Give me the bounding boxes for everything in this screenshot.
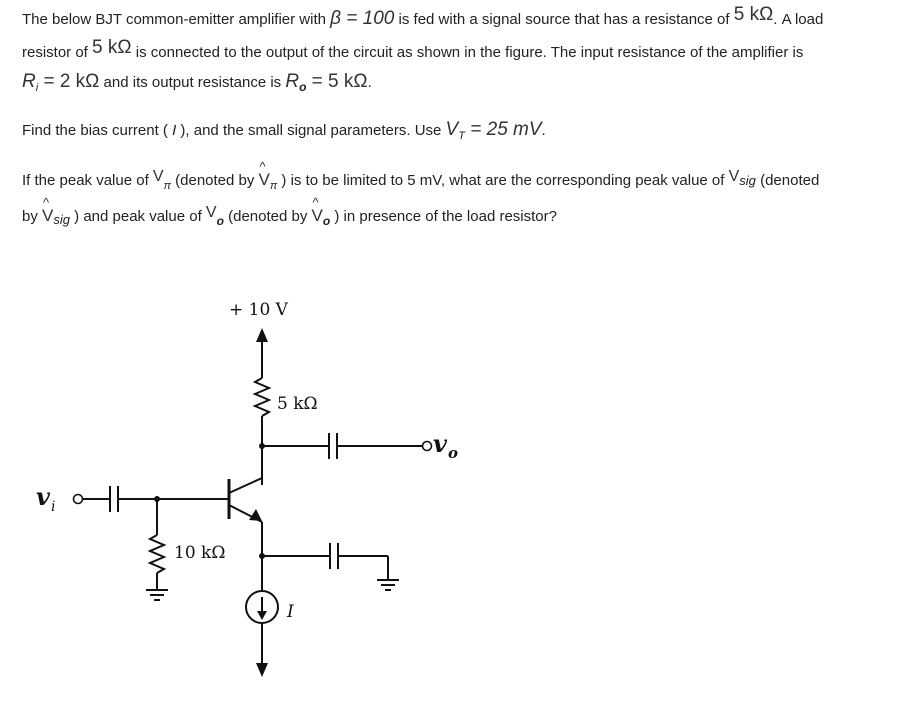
text: Find the bias current ( (22, 122, 173, 139)
current-label: I (287, 602, 294, 622)
input-terminal (74, 495, 83, 504)
transistor-collector (229, 478, 262, 493)
negative-supply-arrow-icon (256, 663, 268, 677)
text: is connected to the output of the circuit as shown in the figure. The input resistance of the amplifier is (131, 44, 804, 61)
vpi-symbol: V (152, 168, 164, 185)
collector-node (259, 443, 265, 449)
vpi-hat-symbol: ^ V (259, 170, 270, 190)
vt-value: = 25 mV (464, 119, 542, 140)
supply-label: + 10 V (229, 300, 288, 320)
text: and its output resistance is (99, 74, 286, 91)
supply-arrow-icon (256, 328, 268, 342)
ri-value: = 2 kΩ (38, 71, 100, 92)
ri-symbol: R (22, 71, 36, 92)
vpi-sub: π (163, 180, 171, 192)
text: ) is to be limited to 5 mV, what are the corresponding peak value of (277, 172, 729, 189)
vsig-hat-symbol: ^ V (42, 206, 53, 226)
rl-value: 5 kΩ (92, 37, 132, 58)
vsig-sub: sig (739, 173, 756, 188)
text: The below BJT common-emitter amplifier with (22, 11, 331, 28)
vo-hat-symbol: ^ V (312, 206, 323, 226)
emitter-node (259, 553, 265, 559)
vo-sub: o (216, 214, 224, 228)
ri-sub: i (35, 82, 39, 94)
current-arrow-icon (257, 611, 267, 620)
text: by (22, 208, 43, 225)
collector-resistor (255, 378, 269, 416)
vpi-hat-sub: π (269, 180, 278, 192)
text: . A load (773, 11, 824, 28)
rc-label: 5 kΩ (277, 394, 318, 414)
ro-sub: o (299, 80, 307, 94)
vt-symbol: V (445, 119, 459, 140)
text: resistor of (22, 44, 93, 61)
rsig-value: 5 kΩ (733, 4, 774, 25)
text: ) in presence of the load resistor? (330, 208, 557, 225)
rb-label: 10 kΩ (174, 543, 226, 563)
text: is fed with a signal source that has a resistance of (394, 11, 734, 28)
ro-value: = 5 kΩ (306, 71, 368, 92)
ro-symbol: R (285, 71, 300, 92)
text: . (541, 122, 546, 139)
vo-hat-sub: o (322, 214, 331, 228)
text: (denoted by (170, 172, 259, 189)
vsig-hat-sub: sig (53, 212, 70, 227)
vo-symbol: V (205, 204, 217, 221)
vo-sub-label: o (448, 444, 459, 462)
vt-sub: T (458, 130, 465, 142)
vsig-symbol: V (728, 168, 740, 185)
vi-sub-label: i (51, 499, 56, 515)
text: (denoted by (223, 208, 312, 225)
emitter-arrow-icon (249, 509, 262, 521)
i-symbol: I (172, 122, 177, 139)
text: ) and peak value of (69, 208, 206, 225)
text: ), and the small signal parameters. Use (176, 122, 446, 139)
vo-label: v (433, 429, 447, 458)
text: (denoted (755, 172, 820, 189)
beta-value: β = 100 (330, 8, 395, 29)
text: If the peak value of (22, 172, 153, 189)
text: . (367, 74, 372, 91)
vi-label: v (36, 482, 50, 511)
output-terminal (423, 442, 432, 451)
base-resistor (150, 535, 164, 573)
base-node (154, 496, 160, 502)
